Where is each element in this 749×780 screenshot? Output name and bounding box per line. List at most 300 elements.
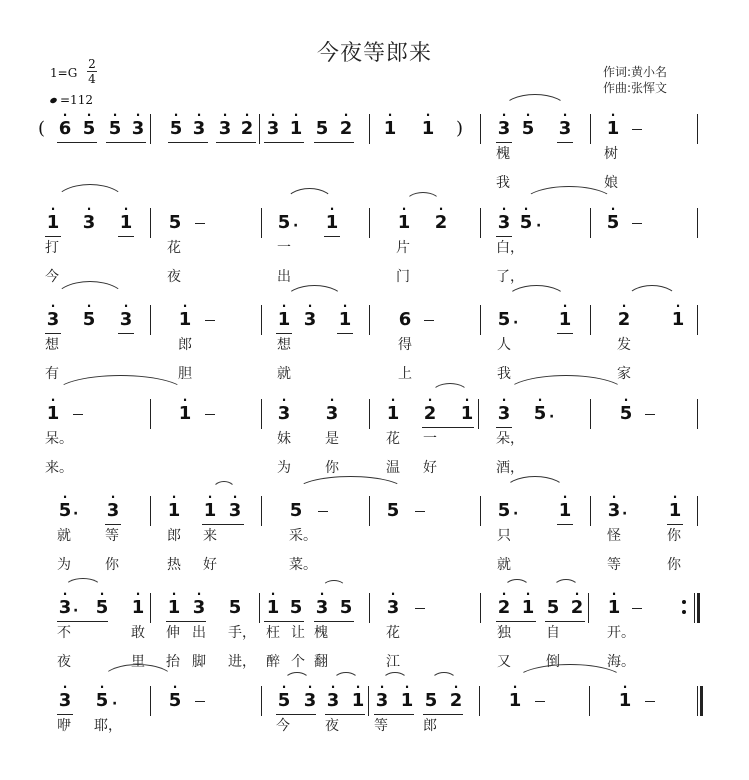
note-number: 3 bbox=[303, 309, 317, 330]
lyric-verse-1: 独 bbox=[497, 625, 511, 641]
song-title: 今夜等郎来 bbox=[316, 41, 432, 66]
barline bbox=[369, 208, 370, 238]
lyric-verse-1: 想 bbox=[277, 337, 291, 353]
note-number: 5 bbox=[289, 500, 303, 521]
octave-dot-icon: · bbox=[281, 299, 287, 313]
octave-dot-icon: · bbox=[611, 587, 617, 601]
score-system bbox=[0, 490, 749, 590]
octave-dot-icon: · bbox=[171, 490, 177, 504]
octave-dot-icon: · bbox=[307, 299, 313, 313]
note-number: 3 bbox=[82, 212, 96, 233]
extension-dash-icon bbox=[415, 511, 425, 512]
note bbox=[131, 108, 145, 140]
note bbox=[521, 587, 535, 619]
lyric-verse-1: 今 bbox=[276, 718, 290, 734]
note-number: 5 bbox=[533, 403, 547, 424]
lyric-verse-1: 只 bbox=[497, 528, 511, 544]
final-barline bbox=[697, 686, 703, 716]
note bbox=[619, 393, 633, 425]
barline bbox=[150, 208, 151, 238]
lyric-verse-2: 醉 bbox=[266, 654, 280, 670]
note-number: 1 bbox=[167, 597, 181, 618]
note-number: 1 bbox=[606, 118, 620, 139]
note-number: 1 bbox=[386, 403, 400, 424]
note bbox=[497, 309, 511, 331]
note bbox=[106, 490, 120, 522]
beam-underline bbox=[166, 621, 206, 622]
octave-dot-icon: · bbox=[222, 108, 228, 122]
lyric-verse-1: 敢 bbox=[131, 625, 145, 641]
octave-dot-icon: · bbox=[112, 108, 118, 122]
augmentation-dot-icon: · bbox=[549, 409, 555, 425]
extension-dash-icon bbox=[195, 701, 205, 702]
note-number: 1 bbox=[338, 309, 352, 330]
note-number: 3 bbox=[58, 597, 72, 618]
note bbox=[168, 212, 182, 234]
note bbox=[570, 587, 584, 619]
octave-dot-icon: · bbox=[623, 393, 629, 407]
note-number: 3 bbox=[386, 597, 400, 618]
note-number: 6 bbox=[58, 118, 72, 139]
note bbox=[169, 108, 183, 140]
close-paren: ) bbox=[456, 118, 464, 139]
barline bbox=[369, 305, 370, 335]
lyric-verse-2: 等 bbox=[607, 557, 621, 573]
note-number: 3 bbox=[607, 500, 621, 521]
note bbox=[546, 597, 560, 619]
note bbox=[218, 108, 232, 140]
lyric-verse-2: 你 bbox=[105, 557, 119, 573]
barline bbox=[261, 305, 262, 335]
note-number: 5 bbox=[108, 118, 122, 139]
barline bbox=[150, 399, 151, 429]
note bbox=[58, 108, 72, 140]
note-number: 3 bbox=[106, 500, 120, 521]
octave-dot-icon: · bbox=[621, 299, 627, 313]
note bbox=[606, 202, 620, 234]
beam-underline bbox=[45, 236, 61, 237]
lyric-verse-1: 枉 bbox=[266, 625, 280, 641]
extension-dash-icon bbox=[205, 320, 215, 321]
octave-dot-icon: · bbox=[610, 202, 616, 216]
note-number: 2 bbox=[240, 118, 254, 139]
lyric-verse-2: 为 bbox=[277, 460, 291, 476]
octave-dot-icon: · bbox=[293, 108, 299, 122]
note bbox=[119, 202, 133, 234]
lyric-verse-1: 打 bbox=[45, 240, 59, 256]
extension-dash-icon bbox=[415, 608, 425, 609]
beam-underline bbox=[324, 236, 340, 237]
octave-dot-icon: · bbox=[390, 393, 396, 407]
note bbox=[421, 108, 435, 140]
octave-dot-icon: · bbox=[379, 680, 385, 694]
octave-dot-icon: · bbox=[330, 680, 336, 694]
note bbox=[240, 108, 254, 140]
note bbox=[289, 597, 303, 619]
time-signature-bottom: 4 bbox=[88, 72, 96, 86]
note-number: 3 bbox=[131, 118, 145, 139]
octave-dot-icon: · bbox=[355, 680, 361, 694]
note-number: 5 bbox=[424, 690, 438, 711]
extension-dash-icon bbox=[645, 701, 655, 702]
repeat-dots-icon bbox=[682, 597, 686, 620]
barline bbox=[150, 114, 151, 144]
extension-dash-icon bbox=[205, 414, 215, 415]
barline bbox=[368, 686, 369, 716]
octave-dot-icon: · bbox=[501, 587, 507, 601]
note-number: 5 bbox=[82, 309, 96, 330]
octave-dot-icon: · bbox=[610, 108, 616, 122]
octave-dot-icon: · bbox=[501, 108, 507, 122]
note-number: 1 bbox=[383, 118, 397, 139]
note-number: 5 bbox=[95, 597, 109, 618]
lyric-verse-1: 妹 bbox=[277, 431, 291, 447]
lyric-verse-1: 等 bbox=[105, 528, 119, 544]
note-number: 1 bbox=[668, 500, 682, 521]
octave-dot-icon: · bbox=[232, 490, 238, 504]
note bbox=[668, 490, 682, 522]
note-number: 5 bbox=[497, 309, 511, 330]
note bbox=[277, 393, 291, 425]
barline bbox=[259, 114, 260, 144]
lyric-verse-2: 了， bbox=[496, 269, 524, 285]
note-number: 3 bbox=[315, 597, 329, 618]
extension-dash-icon bbox=[645, 414, 655, 415]
lyric-verse-2: 脚 bbox=[192, 654, 206, 670]
augmentation-dot-icon: · bbox=[536, 218, 542, 234]
octave-dot-icon: · bbox=[172, 680, 178, 694]
octave-dot-icon: · bbox=[281, 393, 287, 407]
note-number: 3 bbox=[303, 690, 317, 711]
lyric-verse-1: 白， bbox=[496, 240, 524, 256]
lyric-verse-1: 怪 bbox=[607, 528, 621, 544]
lyric-verse-1: 想 bbox=[45, 337, 59, 353]
lyric-verse-1: 夜 bbox=[325, 718, 339, 734]
note bbox=[508, 680, 522, 712]
note bbox=[607, 490, 621, 522]
note-number: 3 bbox=[497, 403, 511, 424]
beam-underline bbox=[94, 621, 108, 622]
note bbox=[46, 202, 60, 234]
beam-underline bbox=[423, 714, 463, 715]
note bbox=[558, 490, 572, 522]
lyric-verse-2: 上 bbox=[398, 366, 412, 382]
note bbox=[277, 299, 291, 331]
octave-dot-icon: · bbox=[622, 680, 628, 694]
note bbox=[339, 597, 353, 619]
note-number: 5 bbox=[497, 500, 511, 521]
octave-dot-icon: · bbox=[427, 393, 433, 407]
octave-dot-icon: · bbox=[123, 299, 129, 313]
octave-dot-icon: · bbox=[62, 587, 68, 601]
note-number: 3 bbox=[46, 309, 60, 330]
lyric-verse-1: 来 bbox=[203, 528, 217, 544]
beam-underline bbox=[314, 142, 354, 143]
beam-underline bbox=[557, 333, 573, 334]
note bbox=[606, 108, 620, 140]
note bbox=[400, 680, 414, 712]
beam-underline bbox=[496, 236, 512, 237]
lyric-verse-1: 得 bbox=[398, 337, 412, 353]
note-number: 1 bbox=[277, 309, 291, 330]
note bbox=[497, 108, 511, 140]
lyric-verse-2: 个 bbox=[291, 654, 305, 670]
octave-dot-icon: · bbox=[453, 680, 459, 694]
lyric-verse-1: 花 bbox=[386, 625, 400, 641]
note bbox=[228, 597, 242, 619]
note bbox=[82, 299, 96, 331]
lyric-verse-1: 郎 bbox=[423, 718, 437, 734]
lyric-verse-2: 今 bbox=[45, 269, 59, 285]
note-number: 2 bbox=[449, 690, 463, 711]
note bbox=[383, 108, 397, 140]
lyric-verse-2: 就 bbox=[497, 557, 511, 573]
note bbox=[192, 108, 206, 140]
note-number: 5 bbox=[339, 597, 353, 618]
time-signature bbox=[86, 57, 98, 86]
note-number: 1 bbox=[460, 403, 474, 424]
octave-dot-icon: · bbox=[86, 108, 92, 122]
lyric-verse-2: 好 bbox=[423, 460, 437, 476]
lyric-verse-1: 不 bbox=[57, 625, 71, 641]
lyric-verse-1: 槐 bbox=[314, 625, 328, 641]
octave-dot-icon: · bbox=[438, 202, 444, 216]
augmentation-dot-icon: · bbox=[73, 506, 79, 522]
lyric-verse-2: 出 bbox=[277, 269, 291, 285]
octave-dot-icon: · bbox=[123, 202, 129, 216]
note bbox=[82, 202, 96, 234]
note-number: 1 bbox=[167, 500, 181, 521]
note-number: 3 bbox=[325, 403, 339, 424]
octave-dot-icon: · bbox=[342, 299, 348, 313]
beam-underline bbox=[118, 236, 134, 237]
octave-dot-icon: · bbox=[537, 393, 543, 407]
lyric-verse-2: 酒， bbox=[496, 460, 524, 476]
barline bbox=[590, 496, 591, 526]
note-number: 2 bbox=[497, 597, 511, 618]
note-number: 6 bbox=[398, 309, 412, 330]
octave-dot-icon: · bbox=[307, 680, 313, 694]
note bbox=[58, 490, 72, 522]
note-number: 1 bbox=[178, 403, 192, 424]
barline bbox=[697, 114, 698, 144]
note-number: 1 bbox=[178, 309, 192, 330]
note-number: 1 bbox=[400, 690, 414, 711]
note-number: 2 bbox=[434, 212, 448, 233]
barline bbox=[480, 114, 481, 144]
beam-underline bbox=[325, 714, 365, 715]
note bbox=[192, 587, 206, 619]
barline bbox=[588, 593, 589, 623]
lyric-verse-2: 抬 bbox=[166, 654, 180, 670]
octave-dot-icon: · bbox=[501, 202, 507, 216]
barline bbox=[480, 208, 481, 238]
extension-dash-icon bbox=[535, 701, 545, 702]
lyric-verse-2: 家 bbox=[617, 366, 631, 382]
note-number: 1 bbox=[351, 690, 365, 711]
note-number: 5 bbox=[386, 500, 400, 521]
note bbox=[277, 680, 291, 712]
note bbox=[558, 108, 572, 140]
lyric-verse-2: 你 bbox=[667, 557, 681, 573]
extension-dash-icon bbox=[632, 608, 642, 609]
octave-dot-icon: · bbox=[525, 587, 531, 601]
note-number: 3 bbox=[218, 118, 232, 139]
augmentation-dot-icon: · bbox=[73, 603, 79, 619]
note bbox=[351, 680, 365, 712]
note-number: 5 bbox=[168, 212, 182, 233]
lyric-verse-2: 我 bbox=[497, 366, 511, 382]
octave-dot-icon: · bbox=[281, 680, 287, 694]
note bbox=[423, 393, 437, 425]
note-number: 3 bbox=[119, 309, 133, 330]
note-number: 5 bbox=[277, 690, 291, 711]
octave-dot-icon: · bbox=[50, 202, 56, 216]
beam-underline bbox=[168, 142, 208, 143]
repeat-end-barline bbox=[694, 593, 700, 623]
note bbox=[386, 500, 400, 522]
note-number: 5 bbox=[619, 403, 633, 424]
barline bbox=[697, 496, 698, 526]
extension-dash-icon bbox=[632, 223, 642, 224]
beam-underline bbox=[202, 524, 244, 525]
composer-credit: 作曲:张恽文 bbox=[603, 81, 668, 95]
note bbox=[178, 299, 192, 331]
note-number: 1 bbox=[119, 212, 133, 233]
note bbox=[533, 393, 547, 425]
octave-dot-icon: · bbox=[62, 490, 68, 504]
octave-dot-icon: · bbox=[562, 108, 568, 122]
note bbox=[424, 690, 438, 712]
note-number: 5 bbox=[169, 118, 183, 139]
note-number: 5 bbox=[521, 118, 535, 139]
lyric-verse-2: 我 bbox=[496, 175, 510, 191]
lyric-verse-2: 里 bbox=[131, 654, 145, 670]
note bbox=[228, 490, 242, 522]
extension-dash-icon bbox=[424, 320, 434, 321]
lyric-verse-1: 让 bbox=[291, 625, 305, 641]
lyric-verse-1: 郎 bbox=[167, 528, 181, 544]
octave-dot-icon: · bbox=[50, 393, 56, 407]
note-number: 1 bbox=[266, 597, 280, 618]
octave-dot-icon: · bbox=[135, 108, 141, 122]
barline bbox=[150, 496, 151, 526]
lyric-verse-1: 树 bbox=[604, 146, 618, 162]
note bbox=[397, 202, 411, 234]
note bbox=[497, 587, 511, 619]
lyric-verse-2: 有 bbox=[45, 366, 59, 382]
octave-dot-icon: · bbox=[86, 202, 92, 216]
note bbox=[386, 587, 400, 619]
note bbox=[95, 680, 109, 712]
note-number: 1 bbox=[46, 212, 60, 233]
barline bbox=[150, 686, 151, 716]
augmentation-dot-icon: · bbox=[513, 315, 519, 331]
note-number: 1 bbox=[203, 500, 217, 521]
octave-dot-icon: · bbox=[501, 393, 507, 407]
lyric-verse-2: 夜 bbox=[57, 654, 71, 670]
note bbox=[168, 680, 182, 712]
note bbox=[497, 393, 511, 425]
octave-dot-icon: · bbox=[611, 490, 617, 504]
lyric-verse-1: 就 bbox=[57, 528, 71, 544]
octave-dot-icon: · bbox=[62, 680, 68, 694]
note bbox=[108, 108, 122, 140]
beam-underline bbox=[106, 142, 146, 143]
barline bbox=[261, 208, 262, 238]
lyric-verse-1: 出 bbox=[192, 625, 206, 641]
lyric-verse-1: 发 bbox=[617, 337, 631, 353]
barline bbox=[480, 593, 481, 623]
note bbox=[46, 299, 60, 331]
octave-dot-icon: · bbox=[512, 680, 518, 694]
lyric-verse-2: 温 bbox=[386, 460, 400, 476]
note-number: 5 bbox=[277, 212, 291, 233]
octave-dot-icon: · bbox=[182, 299, 188, 313]
note-number: 1 bbox=[421, 118, 435, 139]
lyric-verse-1: 一 bbox=[423, 431, 437, 447]
lyric-verse-1: 等 bbox=[374, 718, 388, 734]
lyric-verse-2: 倒 bbox=[546, 654, 560, 670]
barline bbox=[589, 686, 590, 716]
beam-underline bbox=[496, 621, 536, 622]
extension-dash-icon bbox=[632, 129, 642, 130]
barline bbox=[480, 305, 481, 335]
octave-dot-icon: · bbox=[196, 587, 202, 601]
note bbox=[325, 393, 339, 425]
beam-underline bbox=[496, 142, 512, 143]
octave-dot-icon: · bbox=[270, 587, 276, 601]
octave-dot-icon: · bbox=[390, 587, 396, 601]
beam-underline bbox=[57, 714, 73, 715]
lyric-verse-1: 呆。 bbox=[45, 431, 73, 447]
note-number: 2 bbox=[423, 403, 437, 424]
lyric-verse-2: 娘 bbox=[604, 175, 618, 191]
barline bbox=[369, 114, 370, 144]
note bbox=[325, 202, 339, 234]
note-number: 1 bbox=[46, 403, 60, 424]
barline bbox=[261, 686, 262, 716]
octave-dot-icon: · bbox=[62, 108, 68, 122]
octave-dot-icon: · bbox=[672, 490, 678, 504]
lyric-verse-1: 一 bbox=[277, 240, 291, 256]
beam-underline bbox=[105, 524, 121, 525]
augmentation-dot-icon: · bbox=[513, 506, 519, 522]
note bbox=[303, 299, 317, 331]
beam-underline bbox=[422, 427, 474, 428]
octave-dot-icon: · bbox=[329, 393, 335, 407]
barline bbox=[261, 496, 262, 526]
barline bbox=[259, 593, 260, 623]
note-number: 3 bbox=[192, 118, 206, 139]
time-signature-top: 2 bbox=[88, 57, 96, 71]
note bbox=[434, 202, 448, 234]
barline bbox=[369, 399, 370, 429]
extension-dash-icon bbox=[318, 511, 328, 512]
lyric-verse-2: 海。 bbox=[607, 654, 635, 670]
extension-dash-icon bbox=[73, 414, 83, 415]
octave-dot-icon: · bbox=[171, 587, 177, 601]
lyric-verse-1: 耶， bbox=[94, 718, 122, 734]
note bbox=[326, 680, 340, 712]
lyric-verse-1: 伸 bbox=[166, 625, 180, 641]
note bbox=[119, 299, 133, 331]
octave-dot-icon: · bbox=[196, 108, 202, 122]
lyric-verse-1: 你 bbox=[667, 528, 681, 544]
lyric-verse-2: 进， bbox=[228, 654, 256, 670]
note bbox=[617, 299, 631, 331]
lyric-verse-2: 热 bbox=[167, 557, 181, 573]
